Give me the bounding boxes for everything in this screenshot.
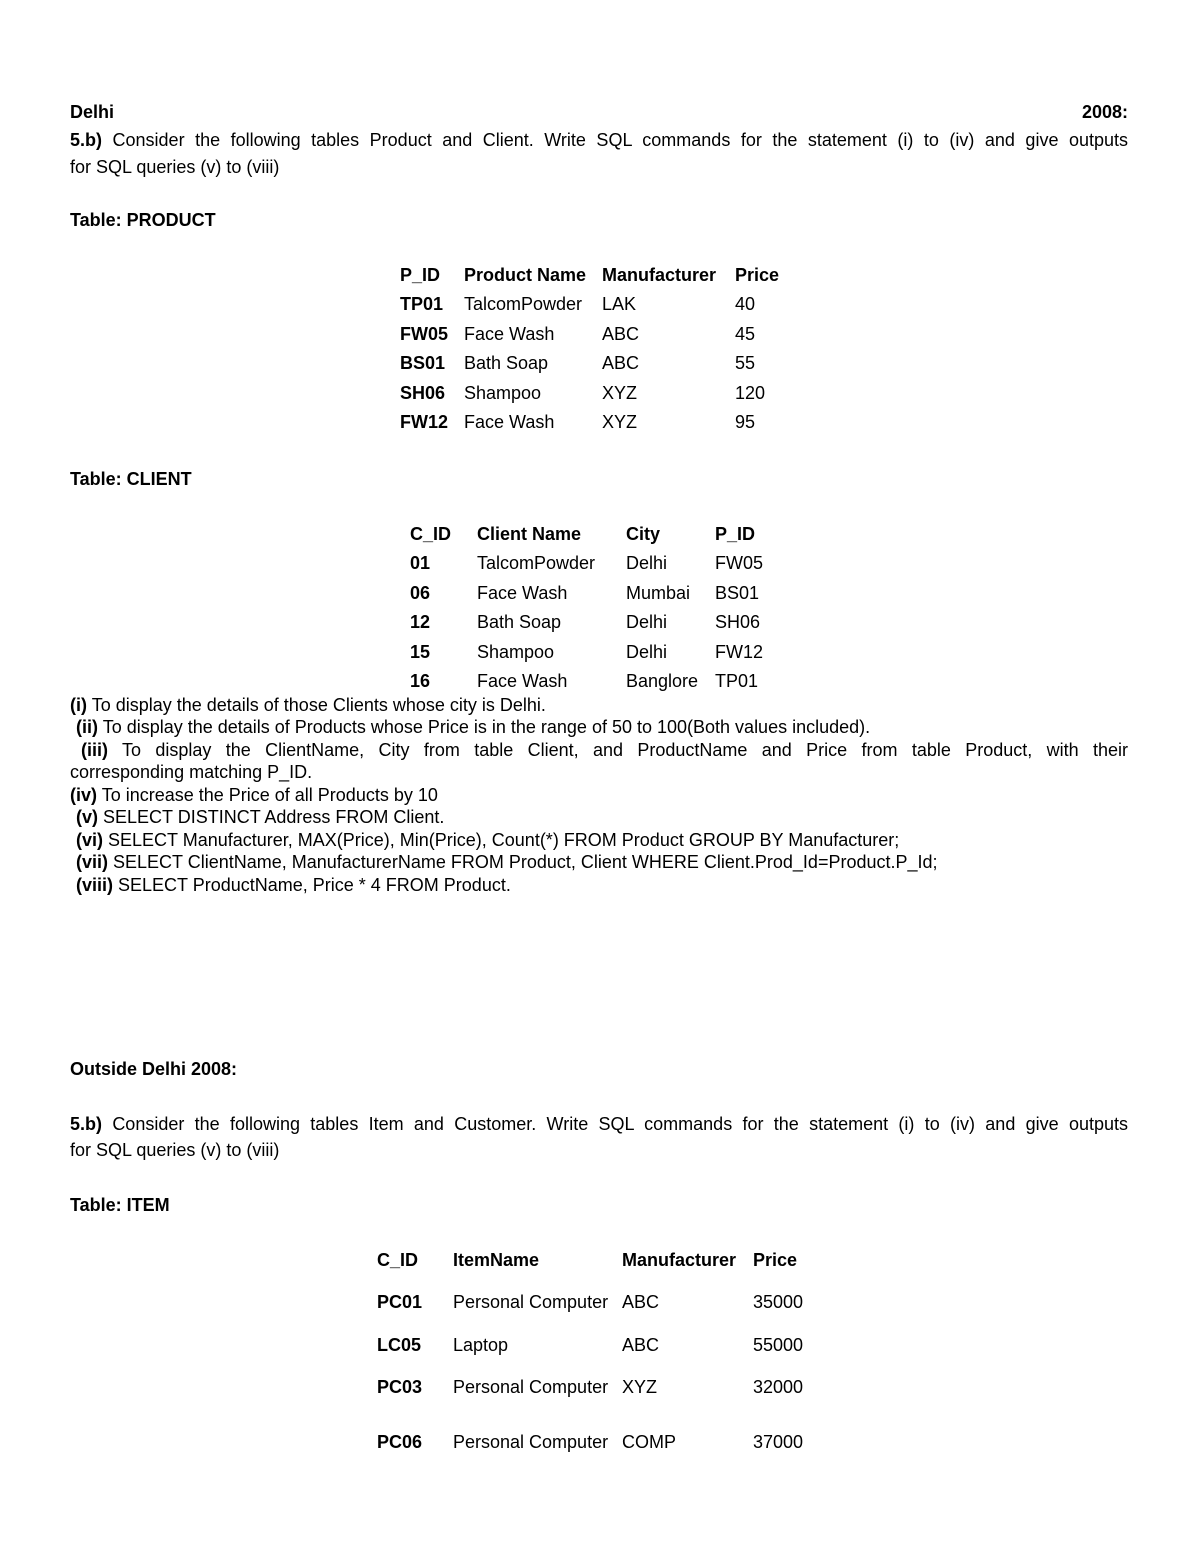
question-text: SELECT Manufacturer, MAX(Price), Min(Price), Count(*) FROM Product GROUP BY Manufacturer; bbox=[108, 830, 900, 850]
table-cell: Bath Soap bbox=[477, 612, 562, 633]
table-cell: Delhi bbox=[626, 641, 668, 662]
column-header: ItemName bbox=[453, 1249, 540, 1270]
section1-heading-right: 2008: bbox=[1081, 102, 1128, 122]
table-cell: FW05 bbox=[715, 553, 764, 574]
question-item-continuation: corresponding matching P_ID. bbox=[70, 762, 313, 782]
question-text: Consider the following tables Item and Customer. Write SQL commands for the statement (i) to (iv) and give outputs bbox=[112, 1114, 1128, 1134]
client-table bbox=[410, 520, 780, 697]
question-label: (ii) bbox=[76, 717, 98, 737]
table-cell: Personal Computer bbox=[453, 1377, 609, 1397]
question-text: SELECT ClientName, ManufacturerName FROM Product, Client WHERE Client.Prod_Id=Product.P_Id; bbox=[113, 852, 938, 872]
table-cell: Face Wash bbox=[477, 671, 568, 692]
table-cell: TalcomPowder bbox=[477, 553, 596, 574]
table-cell: BS01 bbox=[715, 582, 760, 603]
question-text: To display the ClientName, City from table Client, and ProductName and Price from table Product, with their bbox=[122, 740, 1128, 760]
table-row bbox=[400, 290, 790, 320]
table-row bbox=[400, 379, 790, 409]
table-cell: ABC bbox=[602, 353, 640, 374]
table-header-row bbox=[377, 1245, 817, 1275]
table-cell: LAK bbox=[602, 294, 637, 315]
table-row bbox=[410, 579, 780, 609]
question-item bbox=[76, 829, 1134, 851]
table-row bbox=[410, 667, 780, 697]
table-cell: Personal Computer bbox=[453, 1292, 609, 1312]
question-text: To display the details of Products whose Price is in the range of 50 to 100(Both values included). bbox=[102, 717, 871, 737]
table-row bbox=[410, 549, 780, 579]
item-table-caption: Table: ITEM bbox=[70, 1195, 170, 1215]
table-cell: ABC bbox=[622, 1334, 660, 1355]
column-header: C_ID bbox=[377, 1249, 419, 1270]
question-item bbox=[76, 874, 1134, 896]
table-row bbox=[400, 408, 790, 438]
table-cell: SH06 bbox=[400, 382, 446, 403]
table-cell: 120 bbox=[735, 382, 766, 403]
table-cell: Mumbai bbox=[626, 582, 691, 603]
table-cell: 32000 bbox=[753, 1377, 804, 1397]
table-header-row bbox=[400, 261, 790, 290]
table-cell: LC05 bbox=[377, 1334, 422, 1355]
question-item bbox=[76, 851, 1134, 873]
question-item bbox=[70, 694, 1128, 716]
column-header: City bbox=[626, 524, 661, 544]
table-cell: 37000 bbox=[753, 1432, 804, 1452]
column-header: Product Name bbox=[464, 265, 587, 285]
table-cell: 35000 bbox=[753, 1292, 804, 1312]
table-cell: FW12 bbox=[400, 412, 449, 433]
section2-heading: Outside Delhi 2008: bbox=[70, 1059, 238, 1079]
table-cell: Banglore bbox=[626, 671, 699, 692]
section1-question-line2: for SQL queries (v) to (viii) bbox=[70, 157, 280, 177]
column-header: Client Name bbox=[477, 524, 582, 544]
table-row bbox=[377, 1330, 817, 1360]
table-row bbox=[377, 1275, 817, 1330]
question-text: SELECT DISTINCT Address FROM Client. bbox=[103, 807, 445, 827]
table-header-row bbox=[410, 520, 780, 549]
table-cell: Face Wash bbox=[464, 323, 555, 344]
section1-heading-left: Delhi bbox=[70, 102, 115, 122]
table-cell: XYZ bbox=[602, 382, 638, 403]
table-cell: 06 bbox=[410, 582, 431, 603]
question-label: (v) bbox=[76, 807, 98, 827]
question-label: 5.b) bbox=[70, 130, 103, 150]
table-row bbox=[410, 638, 780, 668]
table-cell: TP01 bbox=[715, 671, 759, 692]
question-label: (iii) bbox=[81, 740, 108, 760]
item-table bbox=[377, 1245, 817, 1470]
table-row bbox=[410, 608, 780, 638]
product-table bbox=[400, 261, 790, 438]
table-cell: XYZ bbox=[602, 412, 638, 433]
column-header: C_ID bbox=[410, 524, 452, 544]
table-cell: PC06 bbox=[377, 1432, 423, 1452]
question-item bbox=[70, 784, 1128, 806]
table-cell: 16 bbox=[410, 671, 431, 692]
question-label: (i) bbox=[70, 695, 87, 715]
table-cell: 55 bbox=[735, 353, 756, 374]
table-row bbox=[400, 320, 790, 350]
column-header: P_ID bbox=[715, 524, 756, 544]
table-cell: 15 bbox=[410, 641, 431, 662]
table-cell: 01 bbox=[410, 553, 431, 574]
table-cell: COMP bbox=[622, 1432, 676, 1452]
question-label: (viii) bbox=[76, 875, 114, 895]
question-label: (vi) bbox=[76, 830, 103, 850]
question-item bbox=[76, 806, 1134, 828]
table-cell: Shampoo bbox=[464, 382, 542, 403]
table-cell: 55000 bbox=[753, 1334, 804, 1355]
table-row bbox=[377, 1415, 817, 1470]
table-cell: Face Wash bbox=[464, 412, 555, 433]
question-label: (vii) bbox=[76, 852, 109, 872]
question-label: (iv) bbox=[70, 785, 97, 805]
table-cell: ABC bbox=[602, 323, 640, 344]
question-text: SELECT ProductName, Price * 4 FROM Product. bbox=[118, 875, 511, 895]
question-item bbox=[81, 739, 1128, 761]
table-cell: XYZ bbox=[622, 1377, 658, 1397]
section1-heading bbox=[70, 101, 1128, 123]
table-row bbox=[377, 1360, 817, 1415]
table-cell: FW12 bbox=[715, 641, 764, 662]
table-cell: PC01 bbox=[377, 1292, 423, 1312]
section2-question-line2: for SQL queries (v) to (viii) bbox=[70, 1140, 280, 1160]
table-cell: SH06 bbox=[715, 612, 761, 633]
table-cell: TP01 bbox=[400, 294, 444, 315]
table-cell: BS01 bbox=[400, 353, 446, 374]
table-cell: FW05 bbox=[400, 323, 449, 344]
question-label: 5.b) bbox=[70, 1114, 103, 1134]
table-cell: 12 bbox=[410, 612, 431, 633]
product-table-caption: Table: PRODUCT bbox=[70, 210, 216, 230]
table-cell: Delhi bbox=[626, 612, 668, 633]
table-cell: Bath Soap bbox=[464, 353, 549, 374]
table-cell: Face Wash bbox=[477, 582, 568, 603]
table-cell: 95 bbox=[735, 412, 756, 433]
table-cell: ABC bbox=[622, 1292, 660, 1312]
table-cell: Shampoo bbox=[477, 641, 555, 662]
table-row bbox=[400, 349, 790, 379]
question-text: To increase the Price of all Products by 10 bbox=[101, 785, 438, 805]
column-header: Price bbox=[753, 1249, 798, 1270]
question-item bbox=[76, 716, 1134, 738]
column-header: Manufacturer bbox=[602, 265, 717, 285]
question-text: Consider the following tables Product and Client. Write SQL commands for the statement (i) to (iv) and give outputs bbox=[112, 130, 1128, 150]
section2-question-line1 bbox=[70, 1113, 1128, 1135]
column-header: P_ID bbox=[400, 265, 441, 285]
section1-question-line1 bbox=[70, 129, 1128, 151]
table-cell: 40 bbox=[735, 294, 756, 315]
column-header: Manufacturer bbox=[622, 1249, 737, 1270]
table-cell: PC03 bbox=[377, 1377, 423, 1397]
table-cell: Delhi bbox=[626, 553, 668, 574]
column-header: Price bbox=[735, 265, 780, 285]
question-text: To display the details of those Clients whose city is Delhi. bbox=[91, 695, 546, 715]
table-cell: Personal Computer bbox=[453, 1432, 609, 1452]
table-cell: Laptop bbox=[453, 1334, 509, 1355]
table-cell: TalcomPowder bbox=[464, 294, 583, 315]
table-cell: 45 bbox=[735, 323, 756, 344]
client-table-caption: Table: CLIENT bbox=[70, 469, 192, 489]
